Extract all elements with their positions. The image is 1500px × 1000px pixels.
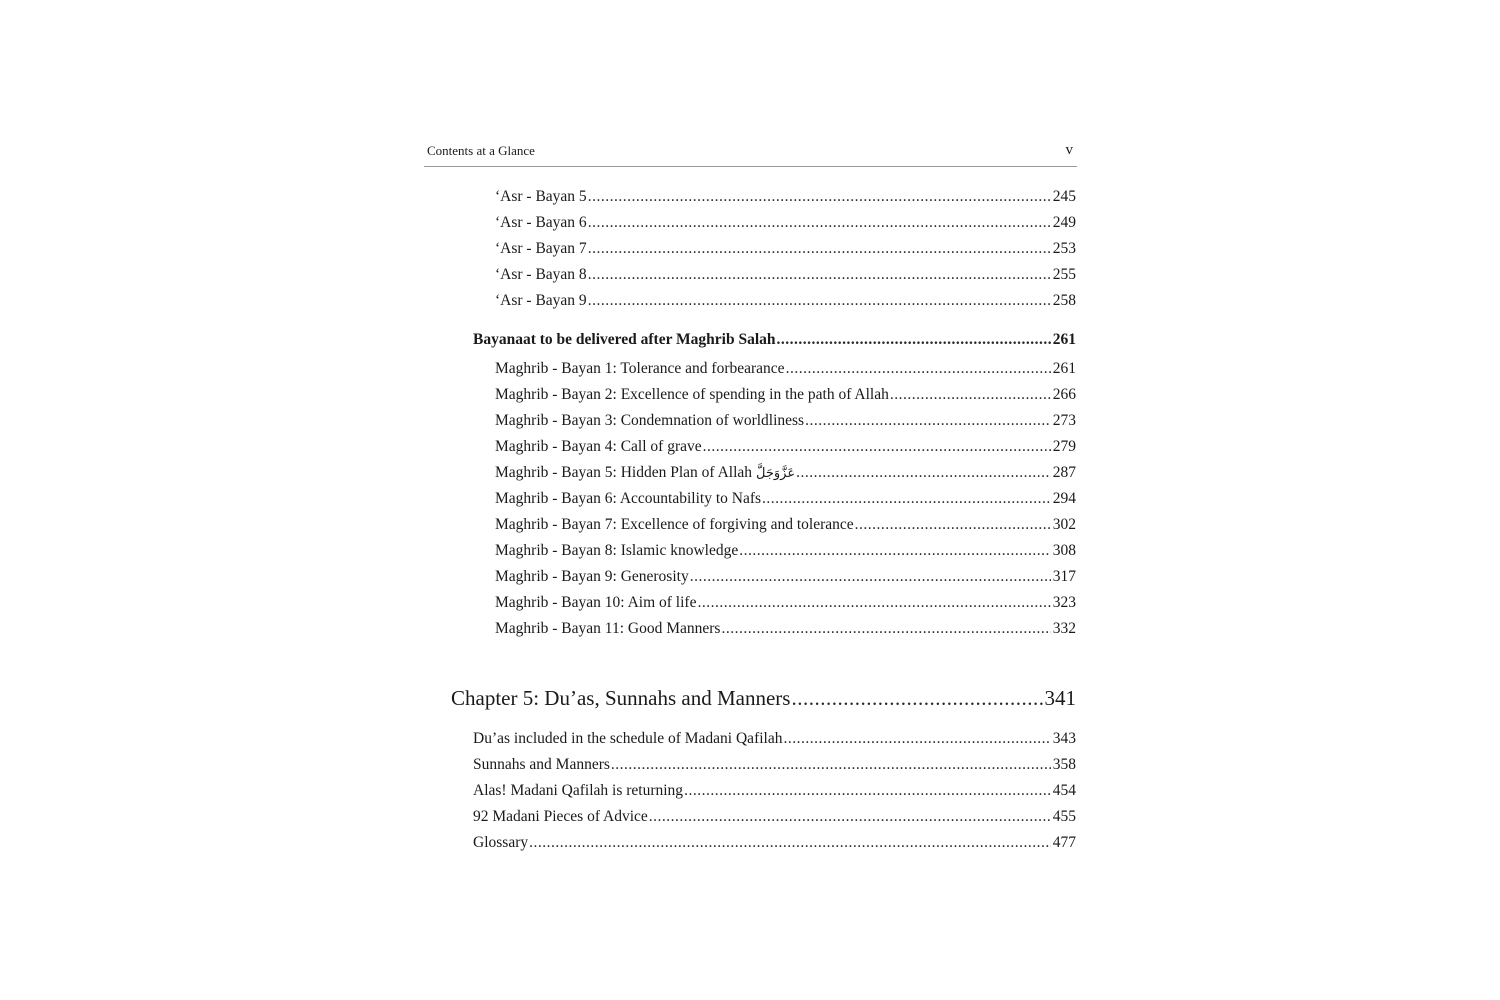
toc-entry-page: 323 <box>1052 594 1076 611</box>
toc-chapter-page: 341 <box>1044 686 1076 710</box>
dot-leader <box>649 807 1051 827</box>
toc-entry-label: Maghrib - Bayan 11: Good Manners <box>495 620 721 637</box>
dot-leader <box>890 385 1051 405</box>
toc-entry-page: 455 <box>1052 808 1076 825</box>
dot-leader <box>739 541 1051 561</box>
toc-entry-label: ‘Asr - Bayan 7 <box>495 240 587 257</box>
toc-entry-page: 261 <box>1052 360 1076 377</box>
toc-entry-page: 253 <box>1052 240 1076 257</box>
toc-entry-sunnahs[interactable] <box>473 755 1076 775</box>
dot-leader <box>786 359 1051 379</box>
toc-entry-label: Maghrib - Bayan 1: Tolerance and forbearance <box>495 360 785 377</box>
toc-entry-page: 343 <box>1052 730 1076 747</box>
toc-entry-asr-6[interactable] <box>495 213 1076 233</box>
toc-entry-maghrib-4[interactable] <box>495 437 1076 457</box>
dot-leader <box>777 330 1051 350</box>
toc-entry-label: ‘Asr - Bayan 9 <box>495 292 587 309</box>
toc-entry-returning[interactable] <box>473 781 1076 801</box>
dot-leader <box>588 239 1051 259</box>
toc-entry-maghrib-7[interactable] <box>495 515 1076 535</box>
toc-entry-maghrib-6[interactable] <box>495 489 1076 509</box>
toc-entry-page: 245 <box>1052 188 1076 205</box>
toc-entry-maghrib-9[interactable] <box>495 567 1076 587</box>
toc-entry-page: 308 <box>1052 542 1076 559</box>
toc-entry-label: 92 Madani Pieces of Advice <box>473 808 648 825</box>
toc-entry-page: 287 <box>1052 464 1076 481</box>
dot-leader <box>588 213 1051 233</box>
toc-entry-maghrib-2[interactable] <box>495 385 1076 405</box>
toc-entry-page: 332 <box>1052 620 1076 637</box>
toc-entry-asr-7[interactable] <box>495 239 1076 259</box>
toc-entry-page: 317 <box>1052 568 1076 585</box>
toc-entry-page: 477 <box>1052 834 1076 851</box>
dot-leader <box>611 755 1051 775</box>
toc-chapter-label: Chapter 5: Du’as, Sunnahs and Manners <box>451 686 791 710</box>
toc-entry-label: Maghrib - Bayan 3: Condemnation of worldliness <box>495 412 805 429</box>
toc-entry-advice[interactable] <box>473 807 1076 827</box>
dot-leader <box>684 781 1051 801</box>
toc-entry-page: 294 <box>1052 490 1076 507</box>
dot-leader <box>796 463 1051 483</box>
toc-entry-maghrib-11[interactable] <box>495 619 1076 639</box>
toc-entry-page: 302 <box>1052 516 1076 533</box>
toc-entry-asr-5[interactable] <box>495 187 1076 207</box>
toc-entry-label: Maghrib - Bayan 7: Excellence of forgiving and tolerance <box>495 516 854 533</box>
toc-entry-label: Sunnahs and Manners <box>473 756 610 773</box>
toc-entry-page: 454 <box>1052 782 1076 799</box>
dot-leader <box>791 685 1042 711</box>
dot-leader <box>690 567 1051 587</box>
running-header <box>424 138 1077 167</box>
page-number: v <box>1065 142 1073 158</box>
toc-section-maghrib[interactable] <box>473 330 1076 350</box>
toc-entry-page: 358 <box>1052 756 1076 773</box>
running-title: Contents at a Glance <box>427 143 535 158</box>
toc-entry-label: Maghrib - Bayan 9: Generosity <box>495 568 689 585</box>
toc-entry-asr-9[interactable] <box>495 291 1076 311</box>
toc-entry-label: Maghrib - Bayan 8: Islamic knowledge <box>495 542 739 559</box>
arabic-honorific: عَزَّوَجَلَّ <box>756 466 796 481</box>
toc-entry-label: ‘Asr - Bayan 8 <box>495 266 587 283</box>
toc-entry-label: Alas! Madani Qafilah is returning <box>473 782 684 799</box>
dot-leader <box>855 515 1051 535</box>
toc-entry-label: Maghrib - Bayan 2: Excellence of spending in the path of Allah <box>495 386 889 403</box>
toc-section-label: Bayanaat to be delivered after Maghrib Salah <box>473 331 776 348</box>
dot-leader <box>697 593 1050 613</box>
toc-entry-duas[interactable] <box>473 729 1076 749</box>
book-page <box>424 138 1077 868</box>
dot-leader <box>588 265 1051 285</box>
toc-entry-page: 258 <box>1052 292 1076 309</box>
toc-entry-label: Maghrib - Bayan 4: Call of grave <box>495 438 702 455</box>
toc-entry-page: 273 <box>1052 412 1076 429</box>
toc-entry-label: ‘Asr - Bayan 5 <box>495 188 587 205</box>
toc-entry-maghrib-10[interactable] <box>495 593 1076 613</box>
toc-entry-label: Maghrib - Bayan 10: Aim of life <box>495 594 697 611</box>
dot-leader <box>529 833 1051 853</box>
dot-leader <box>805 411 1051 431</box>
dot-leader <box>721 619 1050 639</box>
toc-entry-glossary[interactable] <box>473 833 1076 853</box>
toc-entry-maghrib-5[interactable] <box>495 463 1076 484</box>
toc-section-page: 261 <box>1052 331 1076 348</box>
toc-entry-page: 249 <box>1052 214 1076 231</box>
dot-leader <box>703 437 1051 457</box>
toc-entry-page: 279 <box>1052 438 1076 455</box>
toc-entry-maghrib-8[interactable] <box>495 541 1076 561</box>
toc-entry-label: Maghrib - Bayan 5: Hidden Plan of Allah <box>495 464 752 481</box>
toc-entry-label: Maghrib - Bayan 6: Accountability to Nafs <box>495 490 762 507</box>
toc-entry-label: ‘Asr - Bayan 6 <box>495 214 587 231</box>
dot-leader <box>783 729 1050 749</box>
toc-entry-maghrib-1[interactable] <box>495 359 1076 379</box>
toc-entry-page: 266 <box>1052 386 1076 403</box>
toc-entry-page: 255 <box>1052 266 1076 283</box>
dot-leader <box>588 291 1051 311</box>
dot-leader <box>762 489 1051 509</box>
toc-chapter-5[interactable] <box>451 685 1076 711</box>
toc-entry-label: Glossary <box>473 834 529 851</box>
toc-entry-label: Du’as included in the schedule of Madani Qafilah <box>473 730 783 747</box>
toc-entry-maghrib-3[interactable] <box>495 411 1076 431</box>
toc-entry-asr-8[interactable] <box>495 265 1076 285</box>
dot-leader <box>588 187 1051 207</box>
